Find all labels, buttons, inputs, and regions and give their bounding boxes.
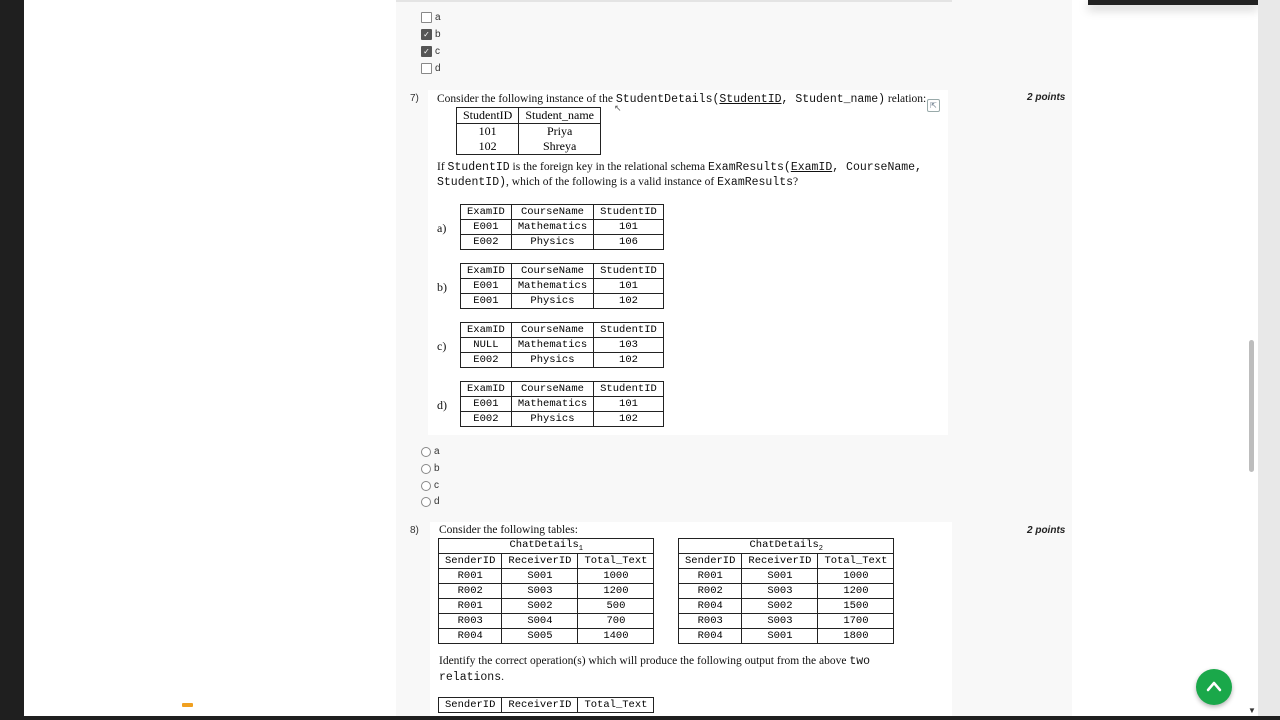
q6-option-b[interactable]: ✓ b	[421, 29, 441, 40]
mouse-cursor-icon: ↖	[614, 103, 622, 113]
scrollbar-thumb[interactable]	[1249, 340, 1254, 472]
radio-icon[interactable]	[421, 464, 431, 474]
q7-option-c[interactable]: c	[421, 480, 439, 491]
choice-label: c)	[437, 339, 447, 353]
scroll-down-arrow-icon[interactable]: ▼	[1248, 706, 1256, 715]
previous-question-card	[396, 0, 952, 2]
q7-question-line1: If StudentID is the foreign key in the relational schema ExamResults(ExamID, CourseName,	[437, 161, 922, 174]
checkbox-checked-icon[interactable]: ✓	[421, 29, 432, 40]
q7-option-a[interactable]: a	[421, 446, 440, 457]
radio-icon[interactable]	[421, 497, 431, 507]
taskbar-indicator	[182, 703, 193, 707]
arrow-up-icon	[1205, 678, 1223, 696]
choice-d-table: ExamID CourseName StudentID E001 Mathematics 101 E002 Physics 102	[460, 381, 664, 427]
question-points: 2 points	[1027, 525, 1066, 536]
q6-option-d[interactable]: d	[421, 63, 441, 74]
question-number: 8)	[410, 525, 419, 536]
window-frame-left	[0, 0, 24, 720]
external-link-icon[interactable]: ⇱	[927, 99, 940, 112]
choice-label: b)	[437, 280, 447, 294]
checkbox-icon[interactable]	[421, 12, 432, 23]
chat-details-1-table: ChatDetails$_1$ SenderID ReceiverID Total_Text R001 S001 1000 R002 S003 1200 R001 S002 500 R003 S004 700 R004 S005 1400	[438, 538, 654, 644]
q7-intro: Consider the following instance of the StudentDetails(StudentID, Student_name) relation:	[437, 93, 927, 106]
popup-panel-edge	[1088, 0, 1258, 5]
radio-icon[interactable]	[421, 447, 431, 457]
scroll-to-top-button[interactable]	[1196, 669, 1232, 705]
q7-question-line2: StudentID), which of the following is a valid instance of ExamResults?	[437, 176, 799, 189]
q8-output-table: SenderID ReceiverID Total_Text	[438, 697, 654, 713]
q6-option-a[interactable]: a	[421, 12, 441, 23]
q8-identify-line1: Identify the correct operation(s) which will produce the following output from the above two	[439, 655, 871, 668]
choice-b-table: ExamID CourseName StudentID E001 Mathematics 101 E001 Physics 102	[460, 263, 664, 309]
student-details-table: StudentID Student_name 101 Priya 102 Shreya	[456, 107, 601, 155]
q8-intro: Consider the following tables:	[439, 524, 578, 536]
radio-icon[interactable]	[421, 481, 431, 491]
q7-option-b[interactable]: b	[421, 463, 440, 474]
checkbox-checked-icon[interactable]: ✓	[421, 46, 432, 57]
window-frame-right	[1258, 0, 1280, 720]
question-points: 2 points	[1027, 92, 1066, 103]
choice-label: a)	[437, 221, 447, 235]
q7-option-d[interactable]: d	[421, 496, 440, 507]
choice-label: d)	[437, 398, 447, 412]
q6-option-c[interactable]: ✓ c	[421, 46, 440, 57]
checkbox-icon[interactable]	[421, 63, 432, 74]
choice-c-table: ExamID CourseName StudentID NULL Mathematics 103 E002 Physics 102	[460, 322, 664, 368]
choice-a-table: ExamID CourseName StudentID E001 Mathematics 101 E002 Physics 106	[460, 204, 664, 250]
q8-identify-line2: relations.	[439, 671, 504, 684]
question-number: 7)	[410, 93, 419, 104]
page-scrollbar[interactable]	[1246, 0, 1258, 716]
window-frame-bottom	[0, 716, 1280, 720]
chat-details-2-table: ChatDetails$_2$ SenderID ReceiverID Total_Text R001 S001 1000 R002 S003 1200 R004 S002 1500 R003 S003 1700 R004 S001 1800	[678, 538, 894, 644]
